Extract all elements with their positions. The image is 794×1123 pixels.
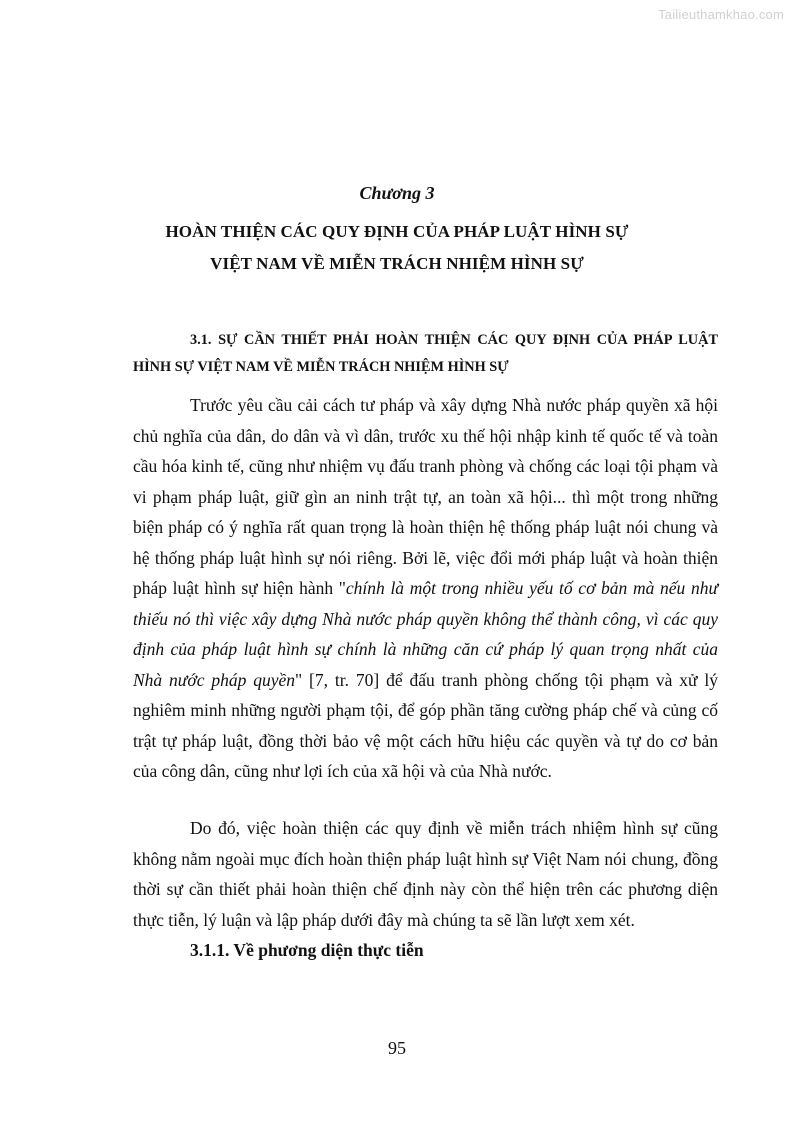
page-number: 95 <box>388 1038 406 1058</box>
watermark: Tailieuthamkhao.com <box>658 7 784 22</box>
paragraph-1-quote: chính là một trong nhiều yếu tố cơ bản mà nếu như thiếu nó thì việc xây dựng Nhà nước pháp quyền không thể thành công, vì các quy định của pháp luật hình sự chính là những căn cứ pháp lý quan trọng nhất của Nhà nước pháp quyền <box>133 578 718 690</box>
chapter-title-line-2: VIỆT NAM VỀ MIỄN TRÁCH NHIỆM HÌNH SỰ <box>210 254 584 273</box>
paragraph-1-text-start: Trước yêu cầu cải cách tư pháp và xây dựng Nhà nước pháp quyền xã hội chủ nghĩa của dân, do dân và vì dân, trước xu thế hội nhập kinh tế quốc tế và toàn cầu hóa kinh tế, cũng như nhiệm vụ đấu tranh phòng và chống các loại tội phạm và vi phạm pháp luật, giữ gìn an ninh trật tự, an toàn xã hội... thì một trong những biện pháp có ý nghĩa rất quan trọng là hoàn thiện hệ thống pháp luật nói chung và hệ thống pháp luật hình sự nói riêng. Bởi lẽ, việc đổi mới pháp luật và hoàn thiện pháp luật hình sự hiện hành " <box>133 395 718 598</box>
chapter-title-line-1: HOÀN THIỆN CÁC QUY ĐỊNH CỦA PHÁP LUẬT HÌNH SỰ <box>165 222 629 241</box>
section-heading: 3.1. SỰ CẦN THIẾT PHẢI HOÀN THIỆN CÁC QUY ĐỊNH CỦA PHÁP LUẬT HÌNH SỰ VIỆT NAM VỀ MIỄN TRÁCH NHIỆM HÌNH SỰ <box>133 332 718 375</box>
paragraph-1 <box>133 390 718 787</box>
subsection-heading: 3.1.1. Về phương diện thực tiễn <box>190 940 424 960</box>
paragraph-1-text-end: " [7, tr. 70] để đấu tranh phòng chống tội phạm và xử lý nghiêm minh những người phạm tội, để góp phần tăng cường pháp chế và củng cố trật tự pháp luật, đồng thời bảo vệ một cách hữu hiệu các quyền và tự do cơ bản của công dân, cũng như lợi ích của xã hội và của Nhà nước. <box>133 669 719 781</box>
paragraph-2: Do đó, việc hoàn thiện các quy định về miễn trách nhiệm hình sự cũng không nằm ngoài mục đích hoàn thiện pháp luật hình sự Việt Nam nói chung, đồng thời sự cần thiết phải hoàn thiện chế định này còn thể hiện trên các phương diện thực tiễn, lý luận và lập pháp dưới đây mà chúng ta sẽ lần lượt xem xét. <box>133 818 718 930</box>
chapter-label: Chương 3 <box>359 183 435 203</box>
